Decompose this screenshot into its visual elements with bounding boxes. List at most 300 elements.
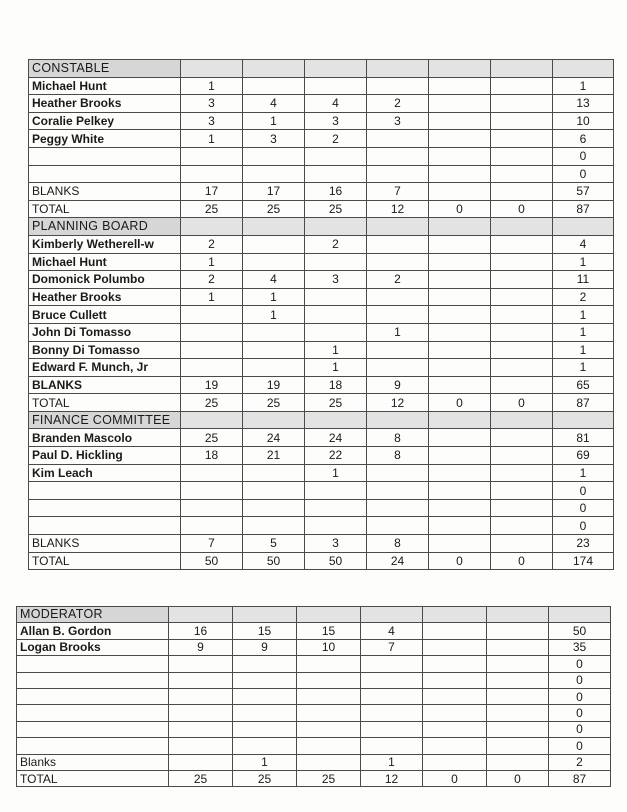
total-cell: 1 [553, 323, 614, 341]
candidate-name [29, 147, 181, 165]
vote-cell [367, 499, 429, 517]
vote-cell: 19 [243, 376, 305, 394]
total-cell: 174 [553, 552, 614, 570]
total-cell: 87 [549, 770, 611, 786]
table-row [29, 77, 614, 95]
vote-cell: 25 [169, 770, 233, 786]
vote-cell: 24 [243, 429, 305, 447]
total-cell: 57 [553, 183, 614, 201]
vote-cell [367, 464, 429, 482]
vote-cell [487, 639, 549, 655]
table-row [17, 656, 611, 672]
total-cell: 81 [553, 429, 614, 447]
vote-cell: 1 [181, 130, 243, 148]
vote-cell [361, 688, 423, 704]
header-cell [243, 218, 305, 236]
vote-cell [169, 672, 233, 688]
header-cell [305, 411, 367, 429]
vote-cell: 25 [181, 394, 243, 412]
vote-cell [243, 464, 305, 482]
vote-cell [181, 359, 243, 377]
vote-cell [429, 112, 491, 130]
vote-cell [491, 288, 553, 306]
vote-cell [243, 517, 305, 535]
header-cell [549, 607, 611, 623]
vote-cell: 8 [367, 429, 429, 447]
vote-cell: 2 [367, 95, 429, 113]
vote-cell: 3 [243, 130, 305, 148]
vote-cell [297, 688, 361, 704]
table-row [29, 95, 614, 113]
vote-cell [429, 130, 491, 148]
candidate-name [29, 165, 181, 183]
header-cell [491, 411, 553, 429]
total-cell: 69 [553, 447, 614, 465]
vote-cell: 1 [181, 77, 243, 95]
table-row [29, 464, 614, 482]
vote-cell [297, 705, 361, 721]
header-cell [367, 60, 429, 78]
table-row [29, 288, 614, 306]
header-cell [553, 60, 614, 78]
vote-cell [243, 499, 305, 517]
header-cell [181, 60, 243, 78]
vote-cell [429, 183, 491, 201]
vote-cell [367, 235, 429, 253]
vote-cell [169, 688, 233, 704]
total-cell: 87 [553, 200, 614, 218]
vote-cell: 50 [243, 552, 305, 570]
table-row [17, 688, 611, 704]
header-cell [491, 60, 553, 78]
candidate-name: Michael Hunt [29, 253, 181, 271]
vote-cell [487, 672, 549, 688]
vote-cell [169, 738, 233, 754]
total-cell: 87 [553, 394, 614, 412]
vote-cell: 17 [243, 183, 305, 201]
vote-cell [429, 323, 491, 341]
vote-cell: 4 [361, 623, 423, 639]
vote-cell [429, 429, 491, 447]
vote-cell [297, 672, 361, 688]
vote-cell: 1 [243, 112, 305, 130]
section-title: MODERATOR [17, 607, 169, 623]
vote-cell [181, 517, 243, 535]
vote-cell [297, 721, 361, 737]
table-row [17, 705, 611, 721]
candidate-name [29, 482, 181, 500]
table-row [29, 253, 614, 271]
vote-cell [423, 754, 487, 770]
vote-cell [491, 447, 553, 465]
candidate-name: Edward F. Munch, Jr [29, 359, 181, 377]
vote-cell [305, 165, 367, 183]
vote-cell: 24 [305, 429, 367, 447]
table-row [29, 306, 614, 324]
total-cell: 0 [553, 499, 614, 517]
header-cell [233, 607, 297, 623]
total-cell: 6 [553, 130, 614, 148]
vote-cell [487, 754, 549, 770]
candidate-name [17, 656, 169, 672]
vote-cell: 10 [297, 639, 361, 655]
vote-cell [243, 253, 305, 271]
vote-cell [491, 95, 553, 113]
section-header [29, 60, 614, 78]
candidate-name: Branden Mascolo [29, 429, 181, 447]
header-cell [429, 411, 491, 429]
vote-cell: 3 [181, 95, 243, 113]
table-row [29, 552, 614, 570]
section-title: CONSTABLE [29, 60, 181, 78]
total-cell: 1 [553, 77, 614, 95]
vote-cell [429, 482, 491, 500]
vote-cell [491, 464, 553, 482]
header-cell [305, 60, 367, 78]
table-row [17, 639, 611, 655]
vote-cell: 1 [305, 359, 367, 377]
table-row [17, 738, 611, 754]
total-cell: 1 [553, 306, 614, 324]
vote-cell [491, 112, 553, 130]
vote-cell [305, 253, 367, 271]
vote-cell [491, 77, 553, 95]
candidate-name: TOTAL [29, 552, 181, 570]
vote-cell [233, 738, 297, 754]
vote-cell [487, 705, 549, 721]
vote-cell: 24 [367, 552, 429, 570]
table-row [29, 359, 614, 377]
vote-cell [429, 95, 491, 113]
section-title: PLANNING BOARD [29, 218, 181, 236]
vote-cell [429, 77, 491, 95]
table-row [29, 112, 614, 130]
vote-cell: 1 [181, 253, 243, 271]
vote-cell [233, 672, 297, 688]
vote-cell [429, 341, 491, 359]
vote-cell: 2 [305, 130, 367, 148]
candidate-name: Coralie Pelkey [29, 112, 181, 130]
vote-cell [491, 130, 553, 148]
vote-cell [367, 359, 429, 377]
vote-cell [491, 271, 553, 289]
header-cell [305, 218, 367, 236]
vote-cell: 3 [181, 112, 243, 130]
vote-cell [429, 271, 491, 289]
vote-cell: 0 [491, 552, 553, 570]
table-row [29, 130, 614, 148]
tally-table-top [28, 59, 614, 570]
vote-cell [361, 656, 423, 672]
table-row [29, 376, 614, 394]
table-row [29, 394, 614, 412]
candidate-name: John Di Tomasso [29, 323, 181, 341]
candidate-name: Bonny Di Tomasso [29, 341, 181, 359]
vote-cell: 22 [305, 447, 367, 465]
candidate-name [29, 517, 181, 535]
vote-cell [181, 341, 243, 359]
total-cell: 35 [549, 639, 611, 655]
total-cell: 0 [549, 705, 611, 721]
vote-cell: 25 [233, 770, 297, 786]
total-cell: 0 [549, 672, 611, 688]
vote-cell [491, 499, 553, 517]
header-cell [367, 411, 429, 429]
vote-cell [429, 535, 491, 553]
vote-cell: 1 [305, 464, 367, 482]
header-cell [553, 411, 614, 429]
vote-cell [243, 235, 305, 253]
vote-cell: 9 [169, 639, 233, 655]
vote-cell [367, 288, 429, 306]
total-cell: 4 [553, 235, 614, 253]
vote-cell [491, 235, 553, 253]
vote-cell [297, 754, 361, 770]
vote-cell [429, 306, 491, 324]
vote-cell [361, 738, 423, 754]
total-cell: 0 [549, 721, 611, 737]
vote-cell: 3 [305, 535, 367, 553]
vote-cell [429, 517, 491, 535]
candidate-name: Michael Hunt [29, 77, 181, 95]
vote-cell [491, 147, 553, 165]
vote-cell: 0 [429, 552, 491, 570]
vote-cell [243, 147, 305, 165]
vote-cell: 1 [305, 341, 367, 359]
table-row [17, 623, 611, 639]
candidate-name: Paul D. Hickling [29, 447, 181, 465]
vote-cell [491, 341, 553, 359]
vote-cell: 3 [305, 271, 367, 289]
vote-cell: 16 [169, 623, 233, 639]
vote-cell: 3 [367, 112, 429, 130]
vote-cell: 4 [305, 95, 367, 113]
vote-cell [429, 359, 491, 377]
table-row [29, 165, 614, 183]
vote-cell [297, 738, 361, 754]
vote-cell: 25 [243, 394, 305, 412]
vote-cell [169, 656, 233, 672]
vote-cell: 12 [361, 770, 423, 786]
vote-cell [491, 306, 553, 324]
table-row [17, 754, 611, 770]
table-row [29, 235, 614, 253]
vote-cell: 3 [305, 112, 367, 130]
vote-cell [423, 738, 487, 754]
header-cell [423, 607, 487, 623]
vote-cell [243, 359, 305, 377]
header-cell [553, 218, 614, 236]
vote-cell: 7 [361, 639, 423, 655]
candidate-name: Kim Leach [29, 464, 181, 482]
vote-cell [429, 147, 491, 165]
total-cell: 50 [549, 623, 611, 639]
total-cell: 2 [549, 754, 611, 770]
vote-cell [367, 253, 429, 271]
vote-cell [429, 447, 491, 465]
vote-cell: 7 [181, 535, 243, 553]
vote-cell [491, 253, 553, 271]
vote-cell [243, 165, 305, 183]
candidate-name [17, 688, 169, 704]
vote-cell [487, 688, 549, 704]
vote-cell: 21 [243, 447, 305, 465]
vote-cell [181, 147, 243, 165]
table-row [29, 517, 614, 535]
total-cell: 1 [553, 341, 614, 359]
vote-cell [181, 323, 243, 341]
section-header [29, 411, 614, 429]
vote-cell [367, 130, 429, 148]
table-row [29, 535, 614, 553]
total-cell: 1 [553, 359, 614, 377]
vote-cell [169, 721, 233, 737]
vote-cell [181, 482, 243, 500]
section-title: FINANCE COMMITTEE [29, 411, 181, 429]
candidate-name: BLANKS [29, 376, 181, 394]
candidate-name [29, 499, 181, 517]
candidate-name: TOTAL [17, 770, 169, 786]
vote-cell [233, 705, 297, 721]
vote-cell [429, 464, 491, 482]
vote-cell [429, 499, 491, 517]
vote-cell [361, 721, 423, 737]
candidate-name: Kimberly Wetherell-w [29, 235, 181, 253]
vote-cell: 7 [367, 183, 429, 201]
table-row [29, 271, 614, 289]
vote-cell [487, 656, 549, 672]
vote-cell [305, 306, 367, 324]
vote-cell [243, 323, 305, 341]
vote-cell [491, 183, 553, 201]
total-cell: 0 [549, 688, 611, 704]
vote-cell [233, 721, 297, 737]
vote-cell: 2 [305, 235, 367, 253]
total-cell: 0 [549, 738, 611, 754]
header-cell [361, 607, 423, 623]
candidate-name [17, 672, 169, 688]
vote-cell: 2 [181, 271, 243, 289]
vote-cell [423, 705, 487, 721]
vote-cell: 8 [367, 447, 429, 465]
vote-cell [367, 165, 429, 183]
header-cell [181, 411, 243, 429]
vote-cell [181, 165, 243, 183]
vote-cell [423, 623, 487, 639]
tally-table-moderator [16, 606, 611, 787]
vote-cell: 9 [233, 639, 297, 655]
vote-cell [491, 535, 553, 553]
vote-cell [423, 639, 487, 655]
candidate-name: Blanks [17, 754, 169, 770]
vote-cell [423, 656, 487, 672]
table-row [29, 341, 614, 359]
vote-cell: 0 [491, 394, 553, 412]
vote-cell: 15 [233, 623, 297, 639]
total-cell: 1 [553, 253, 614, 271]
vote-cell: 25 [305, 394, 367, 412]
header-cell [367, 218, 429, 236]
vote-cell [491, 517, 553, 535]
vote-cell: 4 [243, 271, 305, 289]
vote-cell [423, 672, 487, 688]
vote-cell [429, 165, 491, 183]
vote-cell [491, 429, 553, 447]
table-row [29, 200, 614, 218]
table-row [29, 429, 614, 447]
candidate-name: Allan B. Gordon [17, 623, 169, 639]
vote-cell: 0 [429, 394, 491, 412]
candidate-name [17, 705, 169, 721]
vote-cell: 25 [305, 200, 367, 218]
vote-cell [429, 376, 491, 394]
vote-cell: 25 [181, 200, 243, 218]
vote-cell: 15 [297, 623, 361, 639]
header-cell [169, 607, 233, 623]
vote-cell [305, 147, 367, 165]
candidate-name: Bruce Cullett [29, 306, 181, 324]
vote-cell: 25 [297, 770, 361, 786]
candidate-name: TOTAL [29, 200, 181, 218]
vote-cell [181, 464, 243, 482]
vote-cell [367, 306, 429, 324]
vote-cell: 25 [243, 200, 305, 218]
vote-cell: 2 [181, 235, 243, 253]
vote-cell [487, 623, 549, 639]
vote-cell [423, 688, 487, 704]
vote-cell [169, 754, 233, 770]
vote-cell: 12 [367, 394, 429, 412]
vote-cell [305, 499, 367, 517]
vote-cell [367, 482, 429, 500]
header-cell [243, 411, 305, 429]
vote-cell [491, 482, 553, 500]
candidate-name: Logan Brooks [17, 639, 169, 655]
vote-cell [491, 359, 553, 377]
total-cell: 65 [553, 376, 614, 394]
vote-cell [169, 705, 233, 721]
header-cell [429, 60, 491, 78]
vote-cell [429, 288, 491, 306]
vote-cell: 1 [243, 306, 305, 324]
table-row [29, 482, 614, 500]
candidate-name: Peggy White [29, 130, 181, 148]
vote-cell: 18 [181, 447, 243, 465]
vote-cell [243, 341, 305, 359]
vote-cell: 18 [305, 376, 367, 394]
vote-cell [297, 656, 361, 672]
header-cell [429, 218, 491, 236]
vote-cell [361, 705, 423, 721]
candidate-name: BLANKS [29, 183, 181, 201]
vote-cell [429, 235, 491, 253]
candidate-name [17, 738, 169, 754]
total-cell: 1 [553, 464, 614, 482]
vote-cell: 1 [233, 754, 297, 770]
total-cell: 2 [553, 288, 614, 306]
vote-cell [487, 738, 549, 754]
vote-cell: 0 [423, 770, 487, 786]
vote-cell: 17 [181, 183, 243, 201]
vote-cell [305, 77, 367, 95]
vote-cell: 50 [305, 552, 367, 570]
vote-cell [487, 721, 549, 737]
table-row [29, 499, 614, 517]
candidate-name: Domonick Polumbo [29, 271, 181, 289]
vote-cell [305, 323, 367, 341]
section-header [17, 607, 611, 623]
vote-cell [305, 288, 367, 306]
